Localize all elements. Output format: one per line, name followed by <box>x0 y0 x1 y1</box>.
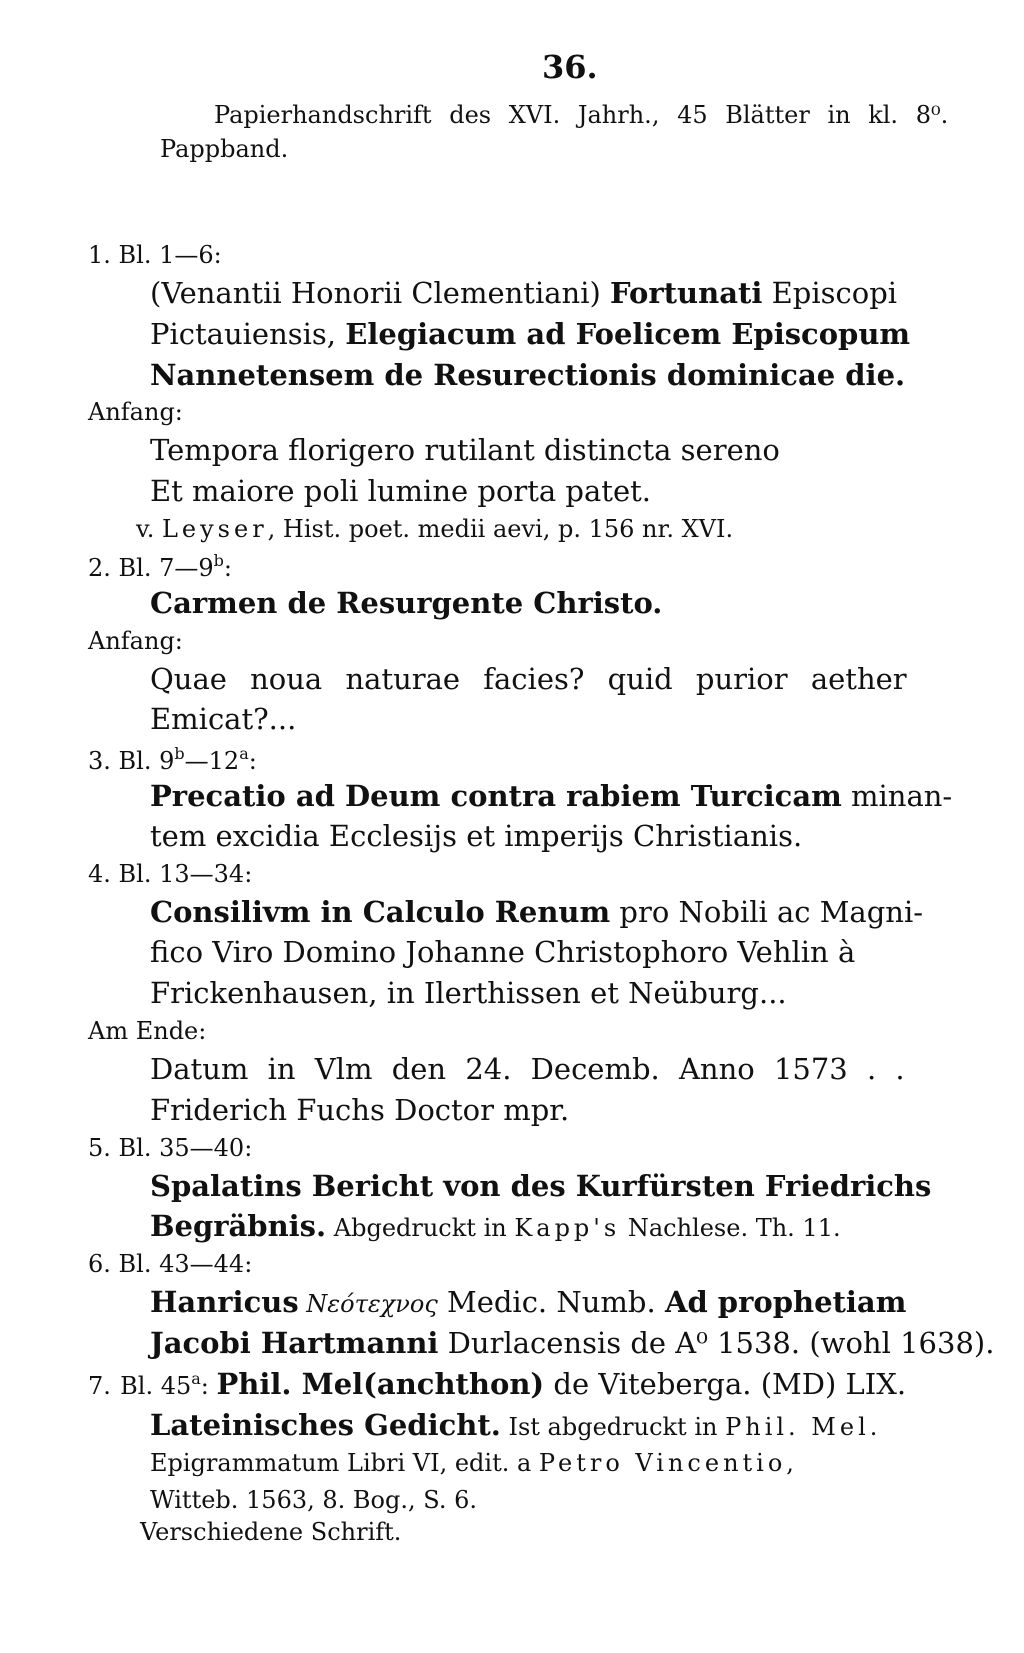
heading-colon: : <box>200 1372 217 1400</box>
manuscript-description: Papierhandschrift des XVI. Jahrh., 45 Blätter in kl. 8⁰. <box>214 101 949 129</box>
folio-range: —12 <box>184 747 240 775</box>
incipit-line: Quae noua naturae facies? quid purior aether <box>150 662 907 696</box>
folio-range: Bl. 7—9 <box>118 554 214 582</box>
entry-title: Frickenhausen, in Ilerthissen et Neüburg... <box>150 976 787 1010</box>
title-bold: Ad prophetiam <box>664 1285 907 1319</box>
reference-author: Leyser <box>161 515 268 543</box>
entry-number: 1. <box>88 241 111 269</box>
binding-description: Pappband. <box>160 135 289 163</box>
incipit-line: Tempora florigero rutilant distincta sereno <box>150 433 780 467</box>
reference-author: Phil. Mel. <box>725 1413 882 1441</box>
entry-title <box>150 1285 907 1319</box>
entry-title <box>150 1408 882 1442</box>
reference-author: Kapp's <box>514 1214 621 1242</box>
reference-text: , Hist. poet. medii aevi, p. 156 nr. XVI. <box>267 515 734 543</box>
entry-title <box>150 1209 841 1243</box>
title-text: Abgedruckt in <box>326 1214 515 1242</box>
folio-range: Bl. 13—34: <box>118 860 253 888</box>
entry-heading <box>88 862 252 886</box>
title-text: pro Nobili ac Magni- <box>610 895 924 929</box>
incipit-line: Et maiore poli lumine porta patet. <box>150 474 651 508</box>
page-number: 36. <box>542 48 598 86</box>
folio-range: Bl. 9 <box>118 747 175 775</box>
entry-heading <box>88 553 232 580</box>
entry-title: Carmen de Resurgente Christo. <box>150 586 663 620</box>
title-text: Pictauiensis, <box>150 317 346 351</box>
reference-text: Epigrammatum Libri VI, edit. a <box>150 1449 539 1477</box>
script-note: Verschiedene Schrift. <box>140 1518 402 1546</box>
entry-number: 6. <box>88 1250 111 1278</box>
title-text: Medic. Numb. <box>437 1285 665 1319</box>
entry-title <box>150 276 898 310</box>
heading-colon: : <box>248 747 257 775</box>
entry-title <box>150 895 924 929</box>
title-text: de Viteberga. (MD) LIX. <box>544 1367 907 1401</box>
title-text: Nachlese. Th. 11. <box>620 1214 841 1242</box>
title-bold: Phil. Mel(anchthon) <box>216 1367 545 1401</box>
title-text: Durlacensis de A⁰ 1538. (wohl 1638). <box>438 1326 995 1360</box>
entry-heading <box>88 243 222 267</box>
reference-editor: Petro Vincentio, <box>538 1449 798 1477</box>
folio-side: b <box>213 551 224 570</box>
folio-side: a <box>239 744 249 763</box>
title-bold: Lateinisches Gedicht. <box>150 1408 501 1442</box>
greek-name: Νεότεχνος <box>298 1290 438 1318</box>
folio-range: Bl. 1—6: <box>118 241 222 269</box>
title-text: Ist abgedruckt in <box>500 1413 726 1441</box>
entry-number: 7. <box>88 1372 111 1400</box>
title-text: minan- <box>841 779 953 813</box>
title-text: Episcopi <box>762 276 898 310</box>
folio-side: b <box>174 744 185 763</box>
title-bold: Hanricus <box>150 1285 299 1319</box>
title-bold: Fortunati <box>610 276 763 310</box>
explicit-line: Friderich Fuchs Doctor mpr. <box>150 1093 570 1127</box>
reference <box>150 1451 798 1475</box>
explicit-line: Datum in Vlm den 24. Decemb. Anno 1573 . . <box>150 1052 905 1086</box>
incipit-label: Anfang: <box>88 398 183 426</box>
entry-number: 3. <box>88 747 111 775</box>
explicit-label: Am Ende: <box>88 1017 207 1045</box>
title-bold: Begräbnis. <box>150 1209 327 1243</box>
entry-number: 4. <box>88 860 111 888</box>
entry-heading <box>88 746 257 773</box>
entry-number: 2. <box>88 554 111 582</box>
title-bold: Precatio ad Deum contra rabiem Turcicam <box>150 779 842 813</box>
entry-heading <box>88 1367 907 1401</box>
folio-range: Bl. 35—40: <box>118 1134 253 1162</box>
reference: Witteb. 1563, 8. Bog., S. 6. <box>150 1486 477 1514</box>
entry-title <box>150 779 953 813</box>
title-bold: Consilivm in Calculo Renum <box>150 895 611 929</box>
entry-title: tem excidia Ecclesijs et imperijs Christianis. <box>150 819 803 853</box>
title-text: (Venantii Honorii Clementiani) <box>150 276 611 310</box>
entry-title: fico Viro Domino Johanne Christophoro Vehlin à <box>150 935 856 969</box>
folio-side: a <box>191 1369 201 1388</box>
entry-number: 5. <box>88 1134 111 1162</box>
incipit-line: Emicat?... <box>150 702 297 736</box>
folio-range: Bl. 45 <box>120 1372 192 1400</box>
reference <box>136 517 733 541</box>
entry-heading <box>88 1252 252 1276</box>
entry-title <box>150 317 911 351</box>
incipit-label: Anfang: <box>88 627 183 655</box>
entry-heading <box>88 1136 252 1160</box>
title-bold: Jacobi Hartmanni <box>150 1326 439 1360</box>
entry-title: Nannetensem de Resurectionis dominicae die. <box>150 358 906 392</box>
entry-title <box>150 1326 995 1360</box>
reference-text: v. <box>136 515 162 543</box>
title-bold: Elegiacum ad Foelicem Episcopum <box>345 317 911 351</box>
entry-title: Spalatins Bericht von des Kurfürsten Friedrichs <box>150 1169 932 1203</box>
folio-range: Bl. 43—44: <box>118 1250 253 1278</box>
heading-colon: : <box>223 554 232 582</box>
